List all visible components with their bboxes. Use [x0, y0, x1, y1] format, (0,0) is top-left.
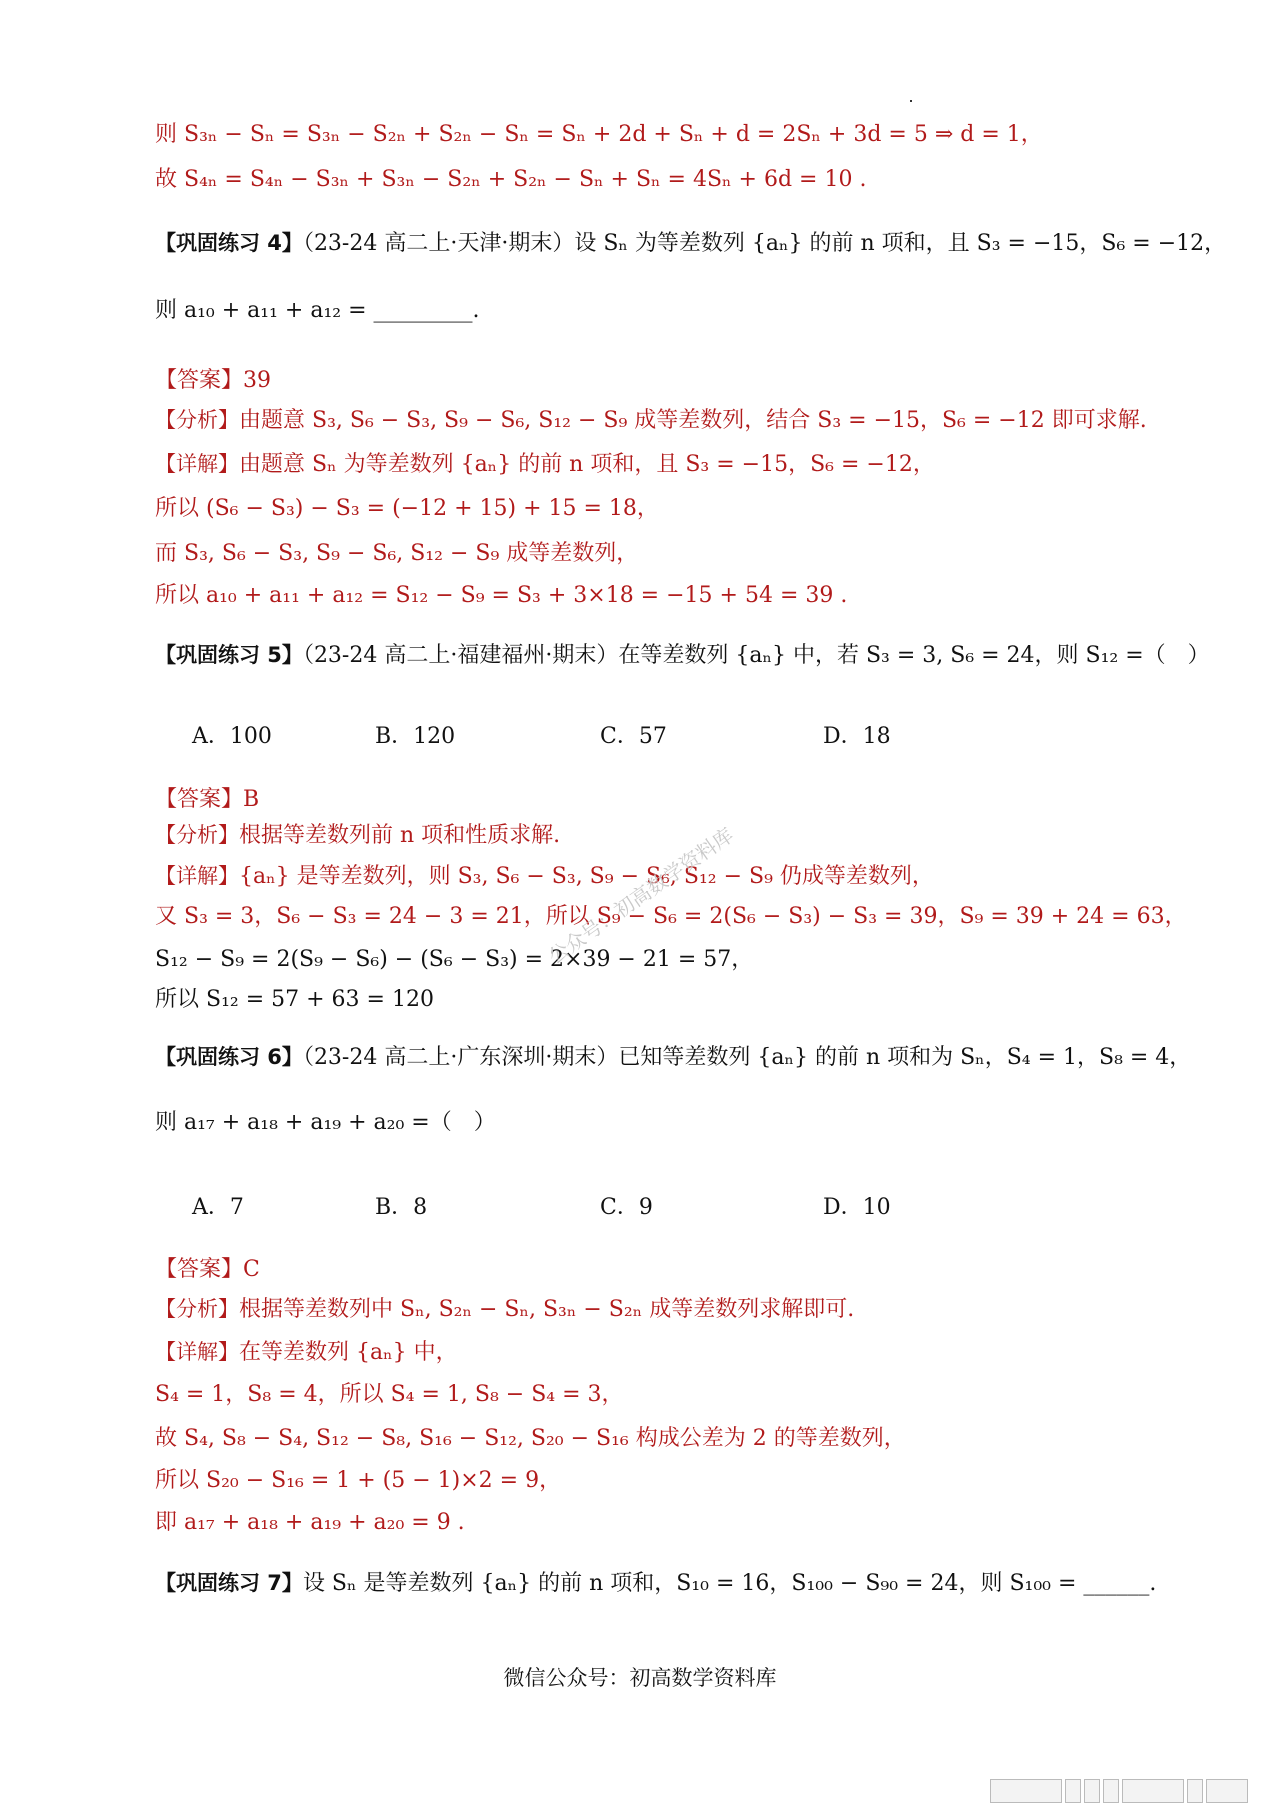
option-a: A．7 [192, 1195, 244, 1220]
option-c: C．9 [600, 1195, 653, 1220]
analysis [155, 405, 1147, 436]
footer-text: 微信公众号：初高数学资料库 [503, 1666, 777, 1690]
stray-dot [910, 100, 912, 102]
question-tag: 【巩固练习 7】 [155, 1571, 303, 1595]
detail-line: 故 S₄, S₈ − S₄, S₁₂ − S₈, S₁₆ − S₁₂, S₂₀ − S₁₆ 构成公差为 2 的等差数列， [155, 1426, 906, 1451]
detail-text: 在等差数列 {aₙ} 中， [239, 1340, 458, 1365]
detail-line: 所以 (S₆ − S₃) − S₃ = (−12 + 15) + 15 = 18， [155, 496, 659, 521]
question-tag: 【巩固练习 4】 [155, 231, 303, 255]
detail-text: {aₙ} 是等差数列，则 S₃, S₆ − S₃, S₉ − S₆, S₁₂ − S₉ 仍成等差数列， [239, 864, 934, 889]
analysis-tag: 【分析】 [155, 1297, 239, 1321]
analysis-text: 由题意 S₃, S₆ − S₃, S₉ − S₆, S₁₂ − S₉ 成等差数列，结合 S₃ = −15，S₆ = −12 即可求解. [239, 408, 1147, 433]
detail-line: 又 S₃ = 3，S₆ − S₃ = 24 − 3 = 21，所以 S₉ − S₆ = 2(S₆ − S₃) − S₃ = 39，S₉ = 39 + 24 = 63， [155, 904, 1187, 929]
detail-tag: 【详解】 [155, 864, 239, 888]
analysis-text: 根据等差数列中 Sₙ, S₂ₙ − Sₙ, S₃ₙ − S₂ₙ 成等差数列求解即可. [239, 1297, 855, 1322]
detail-line: S₄ = 1，S₈ = 4，所以 S₄ = 1, S₈ − S₄ = 3， [155, 1382, 624, 1407]
analysis [155, 1294, 854, 1325]
question-text: （23-24 高二上·广东深圳·期末）已知等差数列 {aₙ} 的前 n 项和为 Sₙ，S₄ = 1，S₈ = 4， [302, 1045, 1192, 1070]
detail-line: 所以 S₁₂ = 57 + 63 = 120 [155, 987, 434, 1012]
question-7 [155, 1568, 1156, 1599]
answer: 【答案】C [155, 1257, 260, 1282]
question-text: （23-24 高二上·福建福州·期末）在等差数列 {aₙ} 中，若 S₃ = 3, S₆ = 24，则 S₁₂ =（ ） [302, 643, 1210, 668]
analysis-tag: 【分析】 [155, 408, 239, 432]
question-4-blank: 则 a₁₀ + a₁₁ + a₁₂ = _________. [155, 298, 480, 323]
detail-line: 所以 a₁₀ + a₁₁ + a₁₂ = S₁₂ − S₉ = S₃ + 3×18 = −15 + 54 = 39 . [155, 583, 848, 608]
option-d: D．10 [823, 1195, 891, 1220]
solution-line: 故 S₄ₙ = S₄ₙ − S₃ₙ + S₃ₙ − S₂ₙ + S₂ₙ − Sₙ + Sₙ = 4Sₙ + 6d = 10 . [155, 167, 867, 192]
question-4 [155, 228, 1226, 259]
question-tag: 【巩固练习 6】 [155, 1045, 303, 1069]
question-text: （23-24 高二上·天津·期末）设 Sₙ 为等差数列 {aₙ} 的前 n 项和，且 S₃ = −15，S₆ = −12， [302, 231, 1227, 256]
question-6 [155, 1042, 1191, 1073]
detail-line: 而 S₃, S₆ − S₃, S₉ − S₆, S₁₂ − S₉ 成等差数列， [155, 541, 639, 566]
detail [155, 1337, 458, 1368]
detail-text: 由题意 Sₙ 为等差数列 {aₙ} 的前 n 项和，且 S₃ = −15，S₆ = −12， [239, 452, 935, 477]
option-c: C．57 [600, 724, 667, 749]
solution-line: 则 S₃ₙ − Sₙ = S₃ₙ − S₂ₙ + S₂ₙ − Sₙ = Sₙ + 2d + Sₙ + d = 2Sₙ + 3d = 5 ⇒ d = 1， [155, 122, 1043, 147]
analysis-text: 根据等差数列前 n 项和性质求解. [239, 823, 561, 848]
option-a: A．100 [192, 724, 272, 749]
option-b: B．120 [375, 724, 456, 749]
detail-tag: 【详解】 [155, 1340, 239, 1364]
detail-line: 即 a₁₇ + a₁₈ + a₁₉ + a₂₀ = 9 . [155, 1510, 465, 1535]
detail-line: S₁₂ − S₉ = 2(S₉ − S₆) − (S₆ − S₃) = 2×39 − 21 = 57， [155, 947, 754, 972]
detail [155, 449, 935, 480]
question-tag: 【巩固练习 5】 [155, 643, 303, 667]
question-text: 设 Sₙ 是等差数列 {aₙ} 的前 n 项和，S₁₀ = 16，S₁₀₀ − S₉₀ = 24，则 S₁₀₀ = ______. [302, 1571, 1157, 1596]
question-6-blank: 则 a₁₇ + a₁₈ + a₁₉ + a₂₀ =（ ） [155, 1110, 496, 1135]
detail-tag: 【详解】 [155, 452, 239, 476]
analysis [155, 820, 560, 851]
detail-line: 所以 S₂₀ − S₁₆ = 1 + (5 − 1)×2 = 9， [155, 1468, 562, 1493]
question-5 [155, 640, 1210, 671]
option-d: D．18 [823, 724, 891, 749]
option-b: B．8 [375, 1195, 428, 1220]
detail [155, 861, 934, 892]
watermark: 公众号：初高数学资料库 [543, 822, 738, 969]
answer: 【答案】39 [155, 368, 271, 393]
answer: 【答案】B [155, 787, 260, 812]
analysis-tag: 【分析】 [155, 823, 239, 847]
corner-logo-icon [990, 1775, 1260, 1805]
